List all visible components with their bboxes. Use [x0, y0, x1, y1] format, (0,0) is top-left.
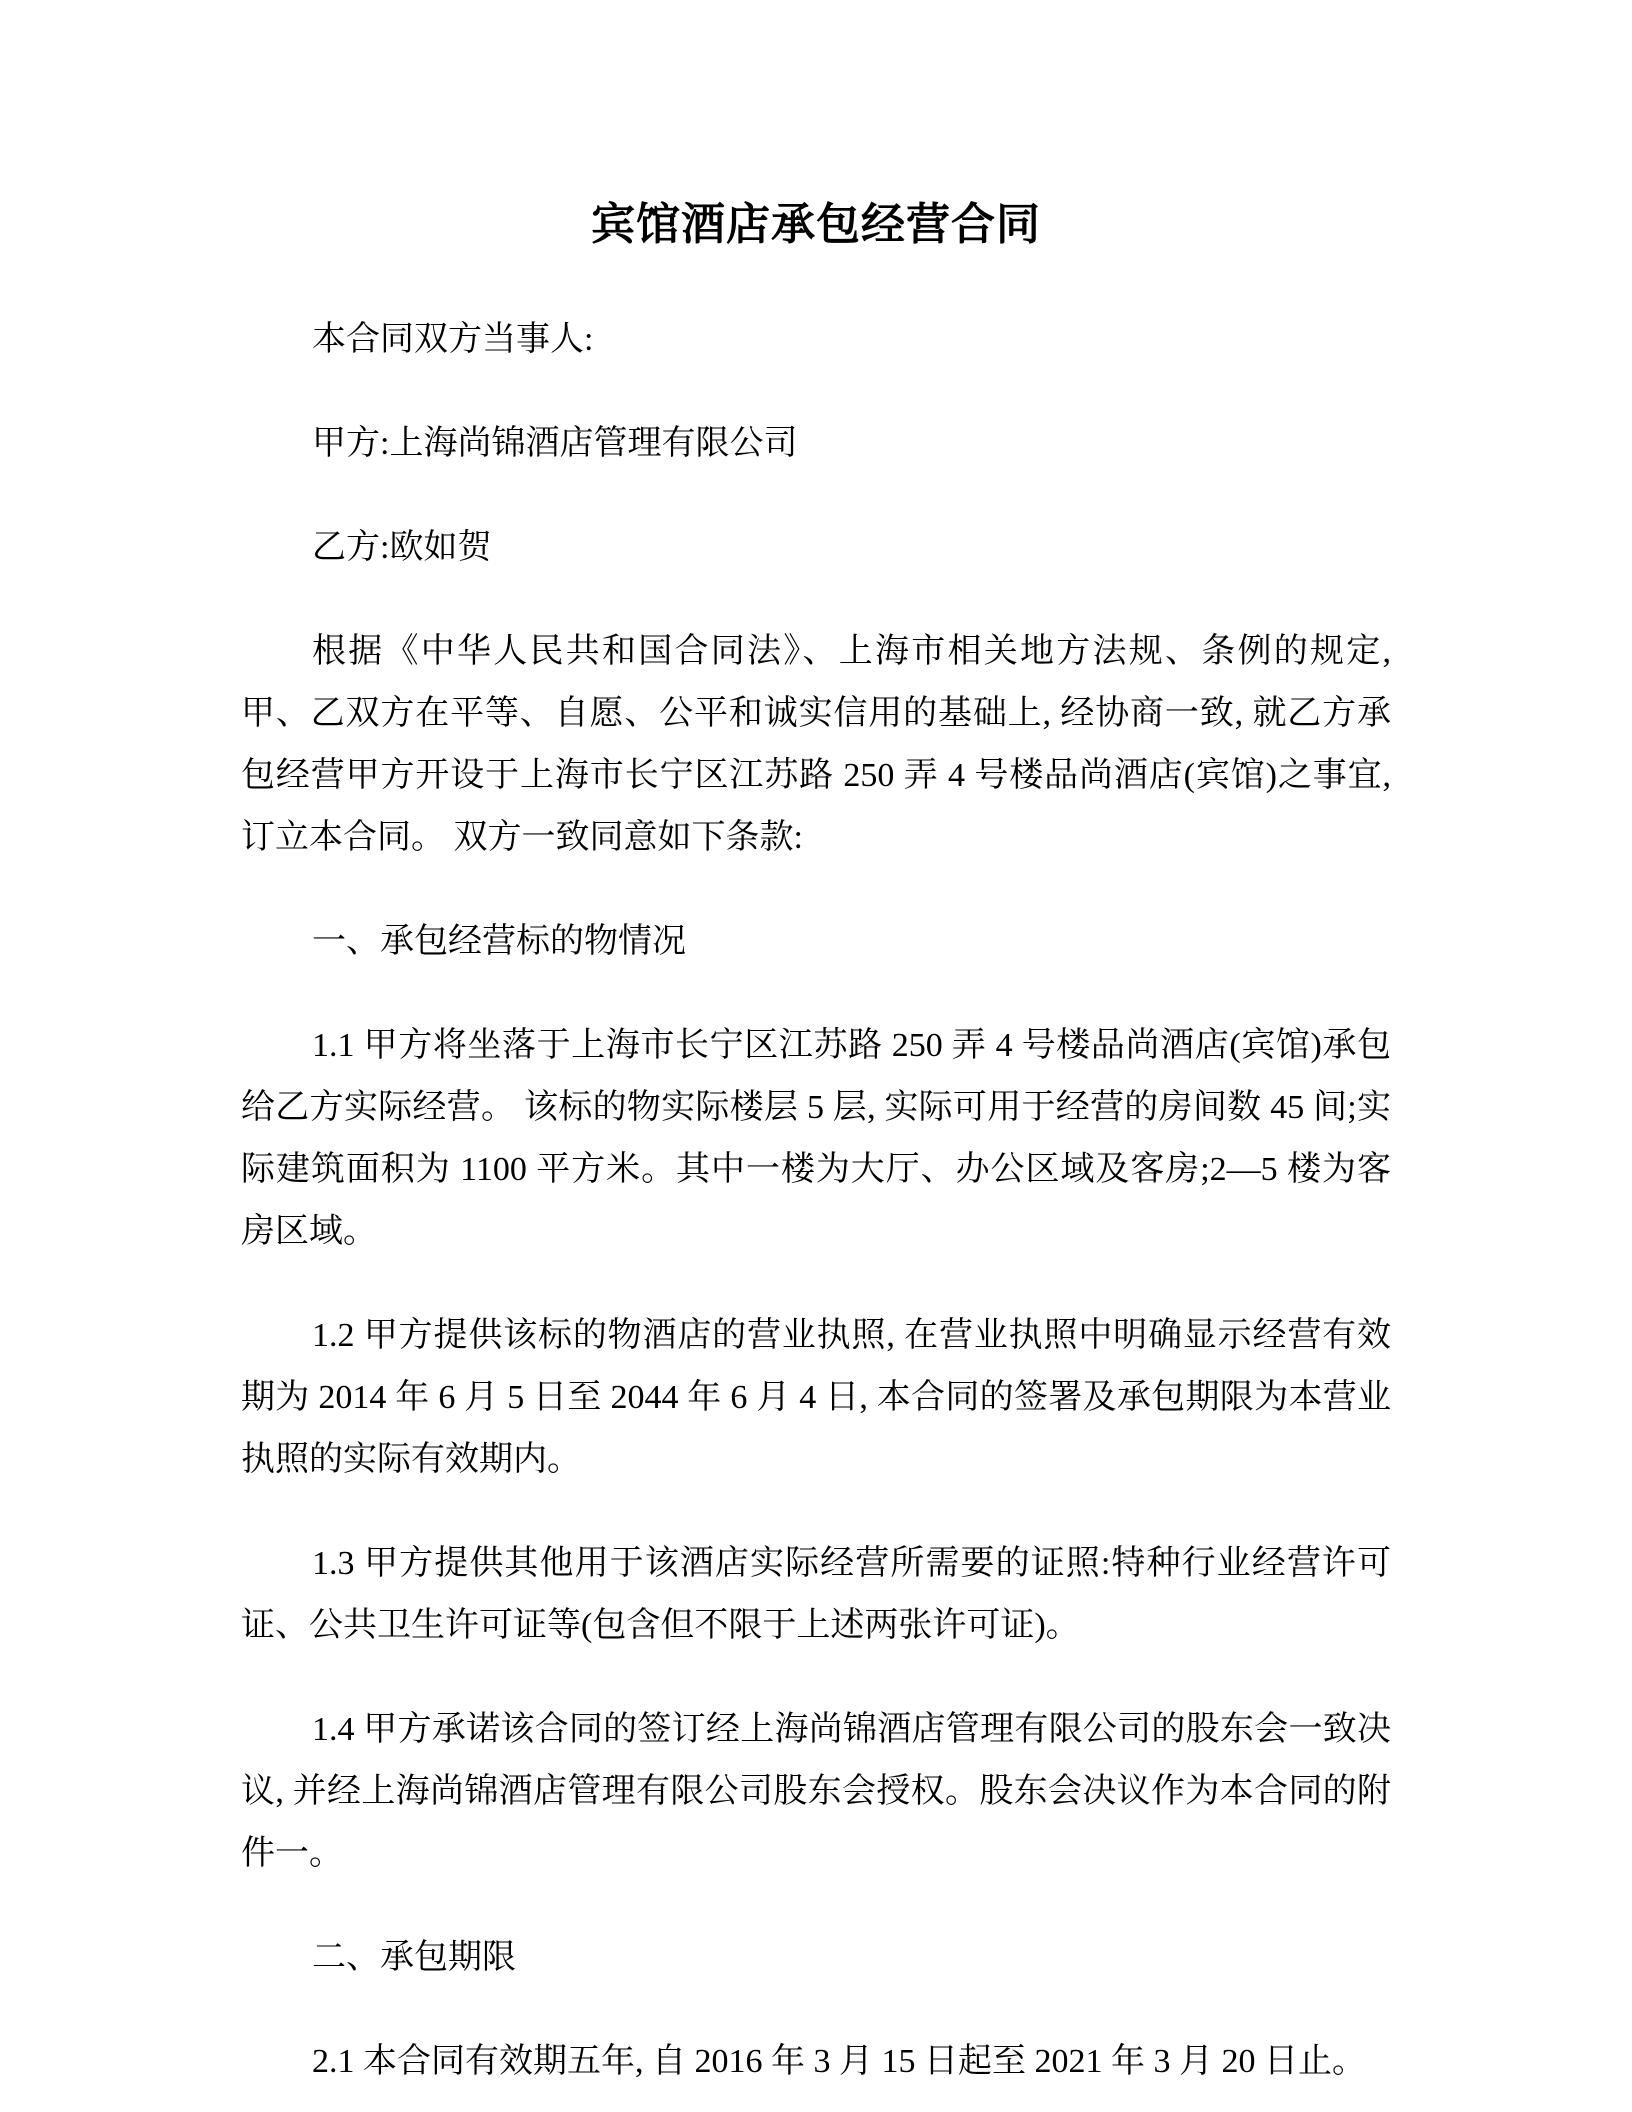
clause-1-1-paragraph: 1.1 甲方将坐落于上海市长宁区江苏路 250 弄 4 号楼品尚酒店(宾馆)承包给乙方实际经营。 该标的物实际楼层 5 层, 实际可用于经营的房间数 45 间;实际建筑面积为 1100 平方米。其中一楼为大厅、办公区域及客房;2—5 楼为客房区域。 [241, 1027, 1391, 1250]
clause-2-1-paragraph: 2.1 本合同有效期五年, 自 2016 年 3 月 15 日起至 2021 年 3 月 20 日止。 [312, 2043, 1366, 2080]
party-a-line: 甲方:上海尚锦酒店管理有限公司 [312, 425, 798, 462]
party-b-line: 乙方:欧如贺 [312, 529, 492, 566]
section-1-heading: 一、承包经营标的物情况 [312, 923, 686, 960]
clause-1-3-paragraph: 1.3 甲方提供其他用于该酒店实际经营所需要的证照:特种行业经营许可证、公共卫生许可证等(包含但不限于上述两张许可证)。 [241, 1545, 1391, 1644]
preamble-paragraph: 根据《中华人民共和国合同法》、上海市相关地方法规、条例的规定, 甲、乙双方在平等、自愿、公平和诚实信用的基础上, 经协商一致, 就乙方承包经营甲方开设于上海市长宁区江苏路 250 弄 4 号楼品尚酒店(宾馆)之事宜, 订立本合同。 双方一致同意如下条款: [241, 633, 1391, 856]
document-title: 宾馆酒店承包经营合同 [591, 200, 1041, 249]
clause-1-2-paragraph: 1.2 甲方提供该标的物酒店的营业执照, 在营业执照中明确显示经营有效期为 2014 年 6 月 5 日至 2044 年 6 月 4 日, 本合同的签署及承包期限为本营业执照的实际有效期内。 [241, 1317, 1391, 1478]
section-2-heading: 二、承包期限 [312, 1939, 516, 1976]
parties-intro-line: 本合同双方当事人: [312, 321, 594, 358]
clause-1-4-paragraph: 1.4 甲方承诺该合同的签订经上海尚锦酒店管理有限公司的股东会一致决议, 并经上海尚锦酒店管理有限公司股东会授权。股东会决议作为本合同的附件一。 [241, 1711, 1391, 1872]
